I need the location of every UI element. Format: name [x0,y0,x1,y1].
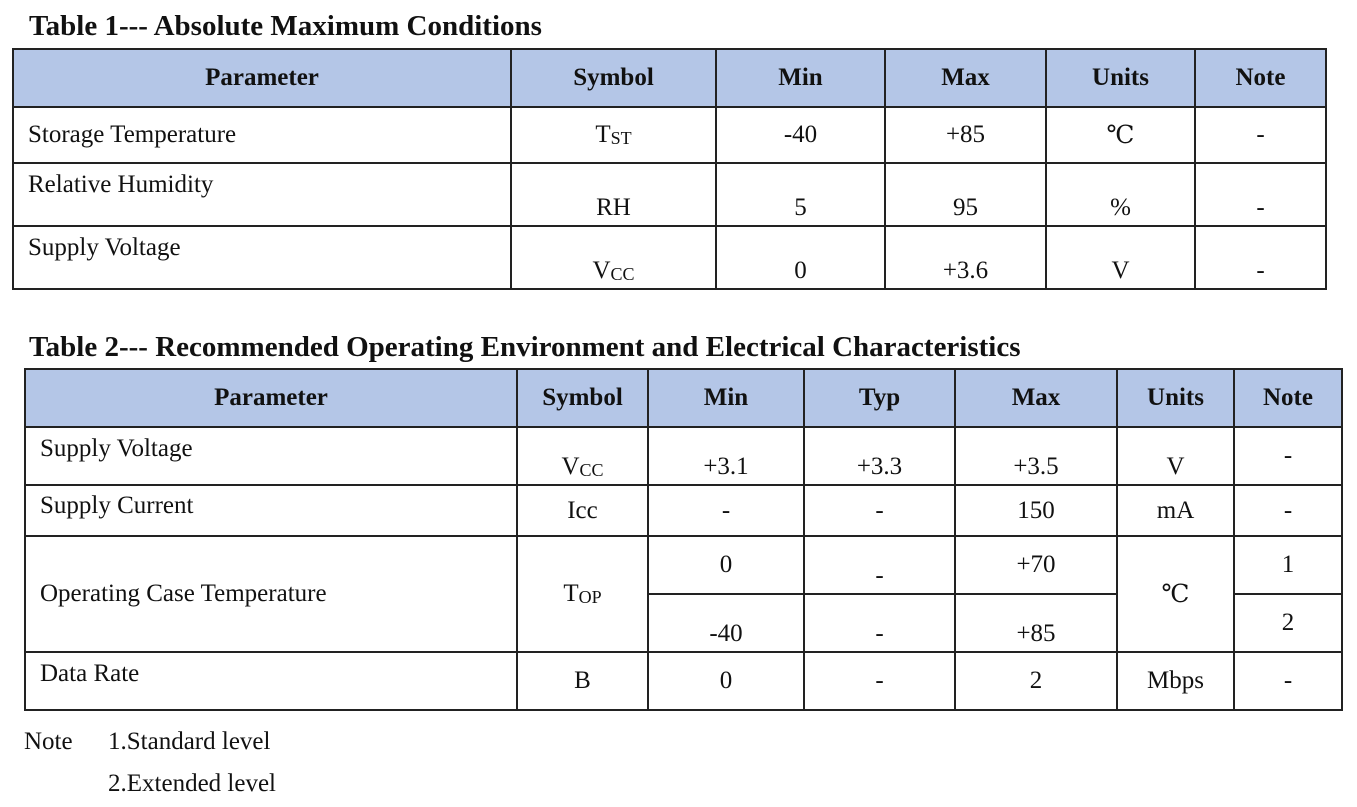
cell-symbol: Icc [517,485,648,536]
cell-note: - [1195,163,1326,226]
cell-typ: - [804,536,955,594]
cell-typ: - [804,485,955,536]
cell-max: +70 [955,536,1117,594]
note-item-standard: 1.Standard level [108,728,271,755]
cell-min: -40 [716,107,885,163]
table-row [25,536,1342,594]
cell-typ: - [804,594,955,652]
cell-symbol: $T_{OP}$ [517,536,648,652]
cell-symbol: RH [511,163,716,226]
cell-units: ℃ [1046,107,1195,163]
table1-title: Table 1--- Absolute Maximum Conditions [29,10,542,42]
table-row [13,163,1326,226]
cell-units: mA [1117,485,1234,536]
cell-parameter: Operating Case Temperature [25,536,517,652]
cell-units: Mbps [1117,652,1234,710]
cell-min: 0 [716,226,885,289]
cell-min: 0 [648,536,804,594]
header-typ: Typ [804,369,955,427]
cell-units: V [1046,226,1195,289]
header-max: Max [955,369,1117,427]
header-min: Min [648,369,804,427]
header-symbol: Symbol [511,49,716,107]
note-item-extended: 2.Extended level [108,770,276,797]
header-units: Units [1046,49,1195,107]
cell-note: - [1195,226,1326,289]
cell-min: 5 [716,163,885,226]
cell-parameter: Supply Voltage [13,226,511,289]
cell-typ: +3.3 [804,427,955,485]
cell-parameter: Storage Temperature [13,107,511,163]
cell-parameter: Relative Humidity [13,163,511,226]
cell-symbol: $V_{CC}$ [517,427,648,485]
table-row [13,226,1326,289]
cell-max: +3.6 [885,226,1046,289]
header-symbol: Symbol [517,369,648,427]
header-note: Note [1195,49,1326,107]
cell-units: % [1046,163,1195,226]
cell-symbol: $V_{CC}$ [511,226,716,289]
note-label: Note [24,728,73,755]
cell-max: +3.5 [955,427,1117,485]
cell-max: +85 [955,594,1117,652]
cell-units: ℃ [1117,536,1234,652]
cell-min: +3.1 [648,427,804,485]
absolute-maximum-table [12,48,1327,290]
cell-min: 0 [648,652,804,710]
cell-note: 2 [1234,594,1342,652]
cell-units: V [1117,427,1234,485]
header-note: Note [1234,369,1342,427]
header-parameter: Parameter [25,369,517,427]
cell-max: 2 [955,652,1117,710]
table2-title: Table 2--- Recommended Operating Environment and Electrical Characteristics [29,331,1021,363]
header-max: Max [885,49,1046,107]
cell-min: - [648,485,804,536]
cell-note: 1 [1234,536,1342,594]
header-units: Units [1117,369,1234,427]
recommended-operating-table [24,368,1343,711]
table-row [25,427,1342,485]
cell-note: - [1234,485,1342,536]
cell-max: 150 [955,485,1117,536]
cell-parameter: Supply Voltage [25,427,517,485]
cell-note: - [1234,652,1342,710]
table-header-row [25,369,1342,427]
cell-note: - [1234,427,1342,485]
cell-typ: - [804,652,955,710]
cell-parameter: Data Rate [25,652,517,710]
header-parameter: Parameter [13,49,511,107]
table-row [13,107,1326,163]
cell-symbol: B [517,652,648,710]
cell-max: 95 [885,163,1046,226]
cell-note: - [1195,107,1326,163]
table-row [25,485,1342,536]
cell-symbol: $T_{ST}$ [511,107,716,163]
cell-min: -40 [648,594,804,652]
table-row [25,652,1342,710]
header-min: Min [716,49,885,107]
cell-parameter: Supply Current [25,485,517,536]
table-header-row [13,49,1326,107]
cell-max: +85 [885,107,1046,163]
